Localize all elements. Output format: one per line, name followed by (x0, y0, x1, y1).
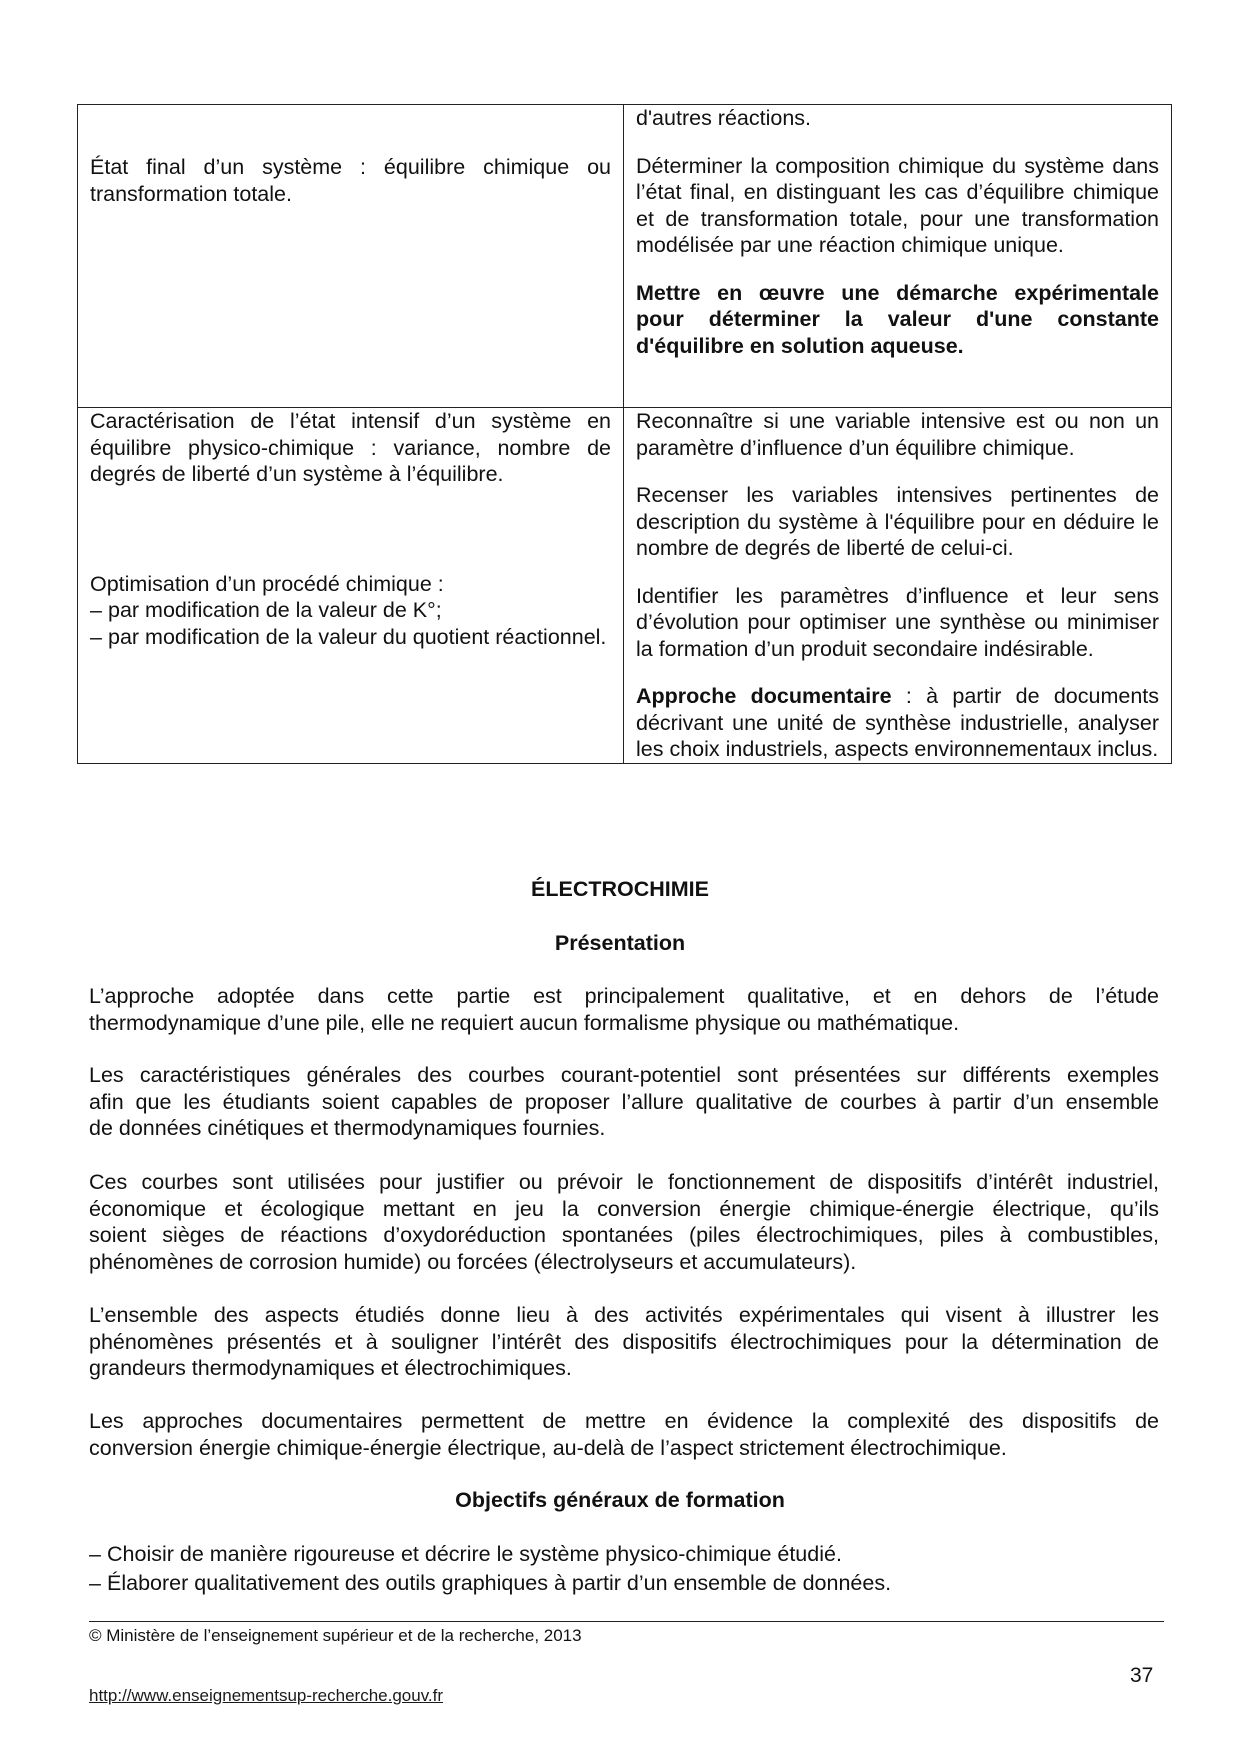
list-item: – par modification de la valeur du quotient réactionnel. (90, 624, 611, 651)
notion-cell (78, 105, 624, 408)
notion-text: Optimisation d’un procédé chimique : (90, 571, 444, 596)
program-table (77, 104, 1172, 764)
notion-cell (78, 408, 624, 764)
footer-divider (89, 1621, 1164, 1622)
footer-link[interactable]: http://www.enseignementsup-recherche.gouv.fr (89, 1686, 444, 1705)
capacity-text-bold: Mettre en œuvre une démarche expérimentale pour déterminer la valeur d'une constante d'équilibre en solution aqueuse. (636, 280, 1159, 358)
objectives-title: Objectifs généraux de formation (455, 1488, 785, 1512)
text-line: économique et écologique mettant en jeu la conversion énergie chimique-énergie électrique, qu’ils (89, 1196, 1159, 1221)
text-line: Les caractéristiques générales des courbes courant-potentiel sont présentées sur différents exemples (89, 1063, 1159, 1087)
paragraph (89, 1408, 1159, 1461)
list-item: – par modification de la valeur de K°; (90, 597, 611, 624)
footer-copyright: © Ministère de l’enseignement supérieur et de la recherche, 2013 (89, 1626, 582, 1645)
text-line: Les approches documentaires permettent de mettre en évidence la complexité des dispositifs de (89, 1409, 1159, 1433)
text-line: conversion énergie chimique-énergie électrique, au-delà de l’aspect strictement électrochimique. (89, 1435, 1007, 1460)
notion-list (90, 597, 611, 650)
section-title: ÉLECTROCHIMIE (531, 877, 709, 901)
capacity-cell (624, 105, 1172, 408)
capacity-text: Déterminer la composition chimique du système dans l’état final, en distinguant les cas d’équilibre chimique et de transformation totale, pour une transformation modélisée par une réaction chimique unique. (636, 153, 1159, 257)
notion-text: État final d’un système : équilibre chimique ou transformation totale. (90, 155, 611, 206)
text-line: L’approche adoptée dans cette partie est principalement qualitative, et en dehors de l’étude (89, 984, 1159, 1008)
capacity-text (636, 683, 1159, 763)
approach-label: Approche documentaire (636, 684, 892, 708)
page-number: 37 (1130, 1664, 1154, 1687)
paragraph (89, 1062, 1159, 1142)
capacity-text: Identifier les paramètres d’influence et leur sens d’évolution pour optimiser une synthèse ou minimiser la formation d’un produit secondaire indésirable. (636, 583, 1159, 661)
objectives-list (89, 1540, 1159, 1598)
text-line: L’ensemble des aspects étudiés donne lieu à des activités expérimentales qui visent à illustrer les (89, 1303, 1159, 1327)
text-line: soient sièges de réactions d’oxydoréduction spontanées (piles électrochimiques, piles à combustibles, (89, 1223, 1159, 1248)
table-row (78, 105, 1172, 408)
list-item: – Élaborer qualitativement des outils graphiques à partir d’un ensemble de données. (89, 1569, 1159, 1598)
text-line: Ces courbes sont utilisées pour justifier ou prévoir le fonctionnement de dispositifs d’intérêt industriel, (89, 1170, 1159, 1194)
table-row (78, 408, 1172, 764)
text-line: thermodynamique d’une pile, elle ne requiert aucun formalisme physique ou mathématique. (89, 1010, 960, 1035)
text-line: phénomènes de corrosion humide) ou forcées (électrolyseurs et accumulateurs). (89, 1249, 857, 1274)
capacity-text: Recenser les variables intensives pertinentes de description du système à l'équilibre pour en déduire le nombre de degrés de liberté de celui-ci. (636, 483, 1159, 560)
text-line: grandeurs thermodynamiques et électrochimiques. (89, 1356, 572, 1381)
text-line: phénomènes présentés et à souligner l’intérêt des dispositifs électrochimiques pour la détermination de (89, 1329, 1159, 1354)
paragraph (89, 1302, 1159, 1382)
list-item: – Choisir de manière rigoureuse et décrire le système physico-chimique étudié. (89, 1540, 1159, 1569)
approach-text: : à partir de documents décrivant une unité de synthèse industrielle, analyser les choix industriels, aspects environnementaux inclus. (636, 684, 1159, 761)
paragraph (89, 1169, 1159, 1275)
capacity-text: Reconnaître si une variable intensive est ou non un paramètre d’influence d’un équilibre chimique. (636, 409, 1159, 460)
capacity-text: d'autres réactions. (636, 106, 812, 130)
text-line: de données cinétiques et thermodynamiques fournies. (89, 1116, 606, 1141)
section-subtitle: Présentation (554, 931, 686, 955)
text-line: afin que les étudiants soient capables de proposer l’allure qualitative de courbes à partir d’un ensemble (89, 1089, 1159, 1114)
notion-text: Caractérisation de l’état intensif d’un système en équilibre physico-chimique : variance, nombre de degrés de liberté d’un système à l’équilibre. (90, 409, 611, 486)
paragraph (89, 983, 1159, 1036)
capacity-cell (624, 408, 1172, 764)
